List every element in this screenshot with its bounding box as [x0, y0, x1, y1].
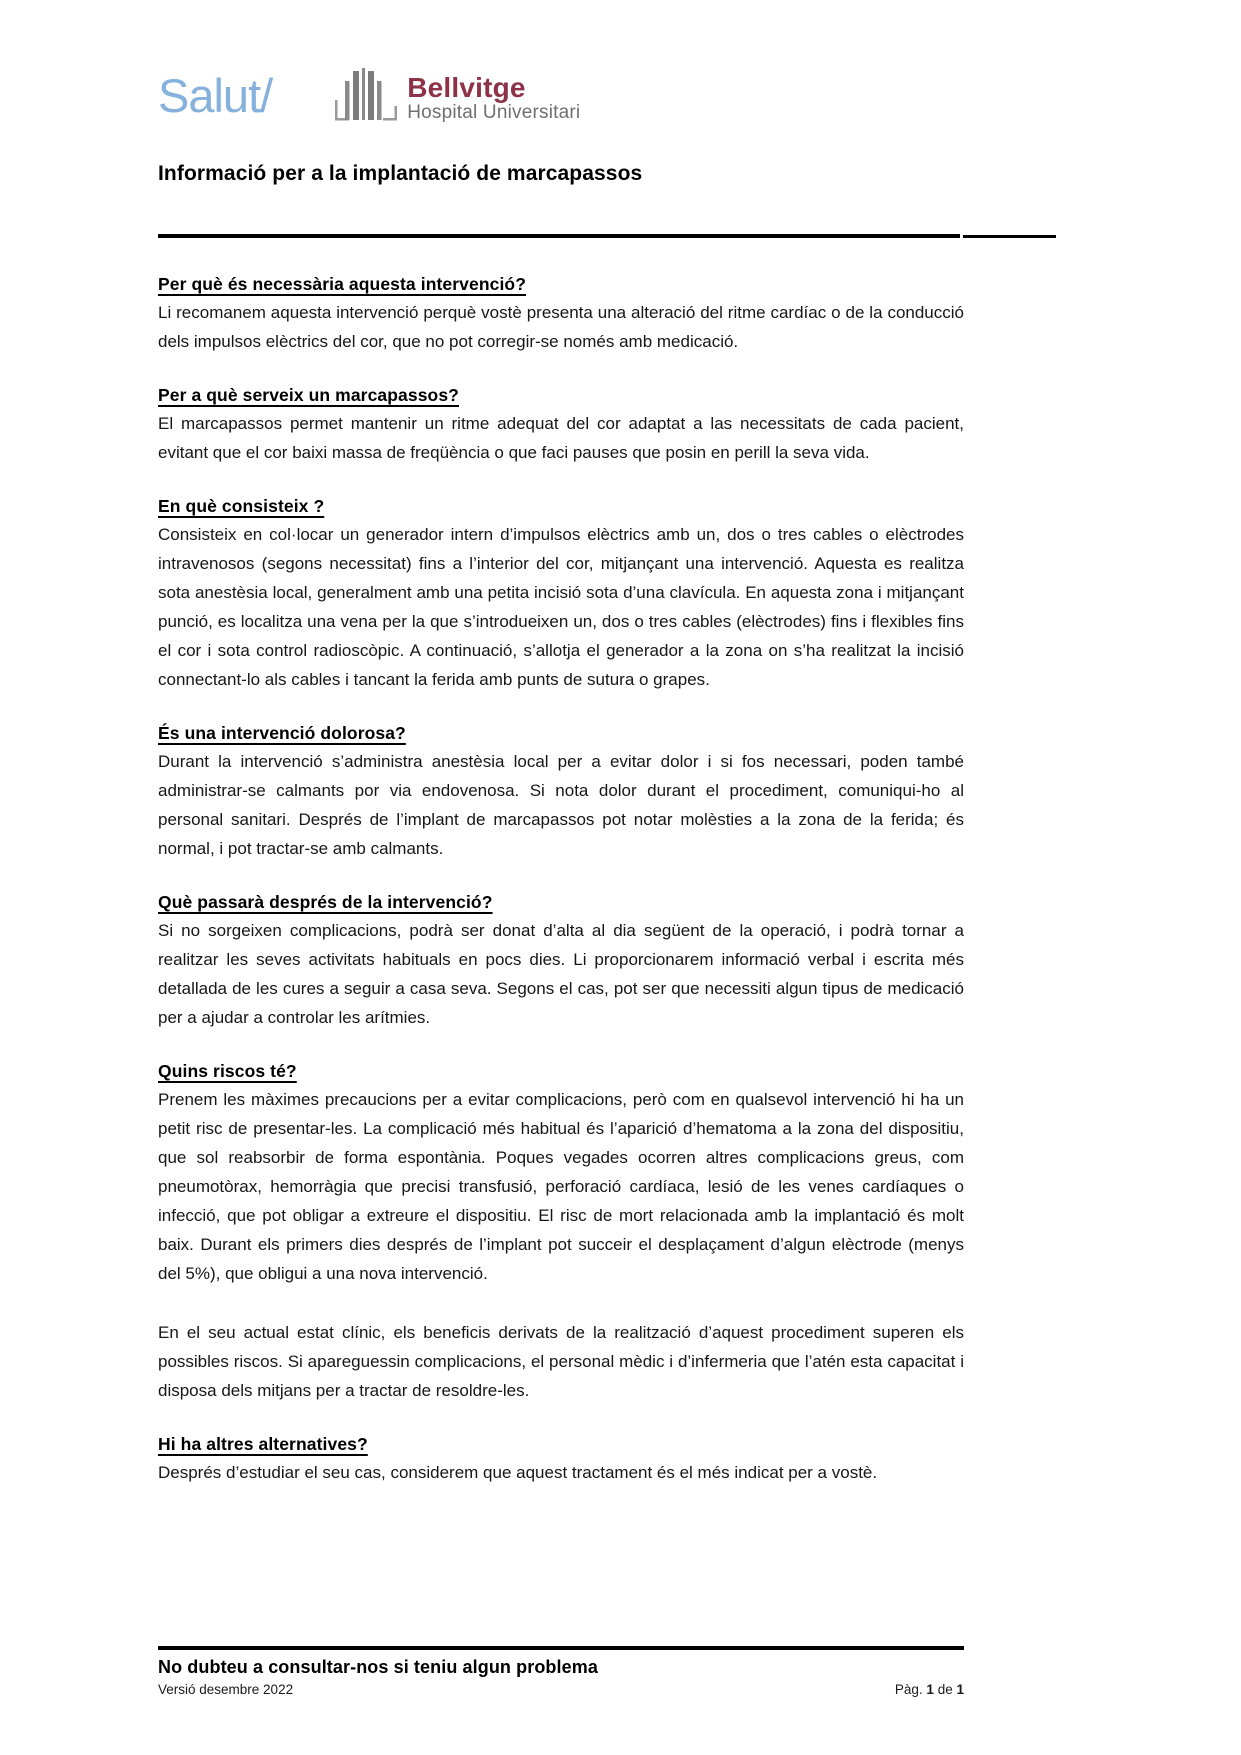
- section-why-needed: [158, 274, 964, 356]
- section-heading: Hi ha altres alternatives?: [158, 1434, 368, 1454]
- document-body: [158, 148, 964, 1487]
- page-title: Informació per a la implantació de marcapassos: [158, 162, 643, 185]
- section-heading: En què consisteix ?: [158, 496, 325, 516]
- page-indicator: [895, 1682, 964, 1697]
- version-label: Versió desembre 2022: [158, 1681, 294, 1697]
- hospital-logo-text: [407, 73, 580, 124]
- section-what-it-consists-of: [158, 496, 964, 694]
- footer-meta-row: [158, 1682, 964, 1697]
- divider-thick-segment: [158, 234, 960, 238]
- salut-logo: Salut/: [158, 69, 273, 122]
- section-paragraph: Durant la intervenció s’administra anestèsia local per a evitar dolor i si fos necessari, poden també administrar-se calmants por via endovenosa. Si nota dolor durant el procediment, comuniqui-ho al personal sanitari. Després de l’implant de marcapassos pot notar molèsties a la zona de la ferida; és normal, i pot tractar-se amb calmants.: [158, 752, 964, 858]
- section-after-intervention: [158, 892, 964, 1032]
- section-benefits-statement: [158, 1318, 964, 1405]
- header: [158, 68, 580, 124]
- divider-thin-segment: [963, 235, 1056, 238]
- section-paragraph: Si no sorgeixen complicacions, podrà ser donat d’alta al dia següent de la operació, i podrà tornar a realitzar les seves activitats habituals en pocs dies. Li proporcionarem informació verbal i escrita més detallada de les cures a seguir a casa seva. Segons el cas, pot ser que necessiti algun tipus de medicació per a ajudar a controlar les arítmies.: [158, 921, 964, 1027]
- section-heading: És una intervenció dolorosa?: [158, 723, 406, 743]
- footer-divider: [158, 1646, 964, 1650]
- section-paragraph: Li recomanem aquesta intervenció perquè vostè presenta una alteració del ritme cardíac o de la conducció dels impulsos elèctrics del cor, que no pot corregir-se només amb medicació.: [158, 303, 964, 351]
- bellvitge-logo: [334, 68, 580, 124]
- footer-note: No dubteu a consultar-nos si teniu algun problema: [158, 1656, 598, 1677]
- section-heading: Per què és necessària aquesta intervenció?: [158, 274, 526, 294]
- section-paragraph: En el seu actual estat clínic, els beneficis derivats de la realització d’aquest procediment superen els possibles riscos. Si apareguessin complicacions, el personal mèdic i d’infermeria que l’atén esta capacitat i disposa dels mitjans per a tractar de resoldre-les.: [158, 1323, 964, 1400]
- building-bars-icon: [334, 68, 398, 124]
- section-heading: Quins riscos té?: [158, 1061, 297, 1081]
- title-divider: [158, 234, 1058, 238]
- section-risks: [158, 1061, 964, 1288]
- hospital-subtitle: Hospital Universitari: [407, 102, 581, 124]
- section-heading: Què passarà després de la intervenció?: [158, 892, 493, 912]
- section-paragraph: Consisteix en col·locar un generador intern d’impulsos elèctrics amb un, dos o tres cables o elèctrodes intravenosos (segons necessitat) fins a l’interior del cor, mitjançant una intervenció. Aquesta es realitza sota anestèsia local, generalment amb una petita incisió sota d’una clavícula. En aquesta zona i mitjançant punció, es localitza una vena per la que s’introdueixen un, dos o tres cables (elèctrodes) fins i flexibles fins el cor i sota control radioscòpic. A continuació, s’allotja el generador a la zona on s’ha realitzat la incisió connectant-lo als cables i tancant la ferida amb punts de sutura o grapes.: [158, 525, 964, 689]
- section-heading: Per a què serveix un marcapassos?: [158, 385, 459, 405]
- footer: [158, 1646, 964, 1697]
- section-paragraph: El marcapassos permet mantenir un ritme adequat del cor adaptat a las necessitats de cada pacient, evitant que el cor baixi massa de freqüència o que faci pauses que posin en perill la seva vida.: [158, 414, 964, 462]
- section-is-it-painful: [158, 723, 964, 863]
- page-total: 1: [956, 1681, 964, 1697]
- page-of-label: de: [937, 1681, 953, 1697]
- section-paragraph: Prenem les màximes precaucions per a evitar complicacions, però com en qualsevol intervenció hi ha un petit risc de presentar-les. La complicació més habitual és l’aparició d’hematoma a la zona del dispositiu, que sol reabsorbir de forma espontània. Poques vegades ocorren altres complicacions greus, com pneumotòrax, hemorràgia que precisi transfusió, perforació cardíaca, lesió de les venes cardíaques o infecció, que pot obligar a extreure el dispositiu. El risc de mort relacionada amb la implantació és molt baix. Durant els primers dies després de l’implant pot succeir el desplaçament d’algun elèctrode (menys del 5%), que obligui a una nova intervenció.: [158, 1090, 964, 1283]
- page-label: Pàg.: [894, 1681, 923, 1697]
- page-number: 1: [926, 1681, 934, 1697]
- section-alternatives: [158, 1434, 964, 1487]
- hospital-name: Bellvitge: [407, 71, 526, 103]
- section-purpose: [158, 385, 964, 467]
- section-paragraph: Després d’estudiar el seu cas, considerem que aquest tractament és el més indicat per a vostè.: [158, 1463, 878, 1482]
